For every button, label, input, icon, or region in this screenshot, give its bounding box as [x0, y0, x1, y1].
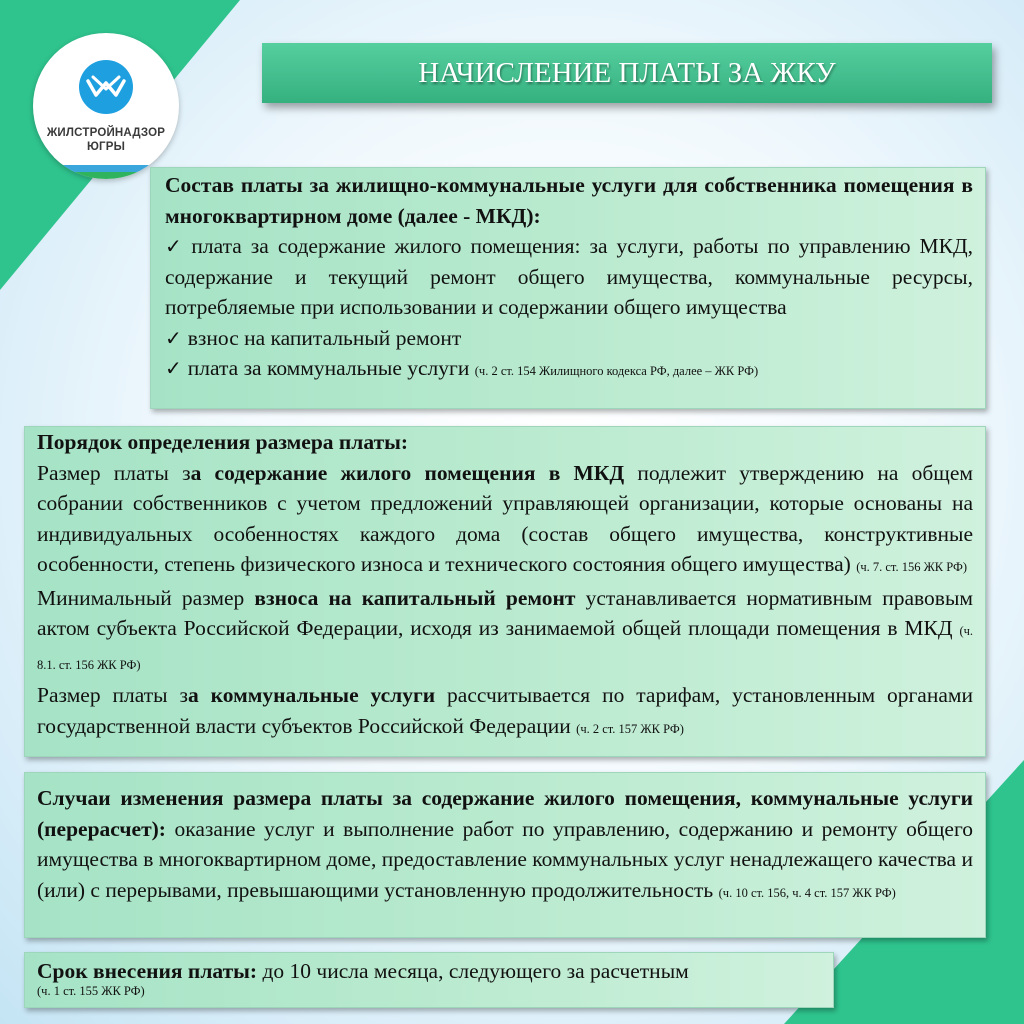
recalculation-text: Случаи изменения размера платы за содержание жилого помещения, коммунальные услуги (перерасчет): оказание услуг и выполнение работ по управлению, содержанию и ремонту общего имущества в многоквартирном доме, предоставление коммунальных услуг ненадлежащего качества и (или) с перерывами, превышающими установленную продолжительность (ч. 10 ст. 156, ч. 4 ст. 157 ЖК РФ) — [37, 786, 973, 902]
legal-reference: (ч. 8.1. ст. 156 ЖК РФ) — [37, 624, 974, 672]
procedure-heading: Порядок определения размера платы: — [37, 430, 409, 454]
logo-region: ЮГРЫ — [86, 141, 126, 153]
logo — [33, 33, 179, 179]
checkmark-icon: ✓ — [165, 356, 182, 380]
page-title: НАЧИСЛЕНИЕ ПЛАТЫ ЗА ЖКУ — [418, 56, 836, 89]
legal-reference: (ч. 2 ст. 157 ЖК РФ) — [576, 721, 684, 736]
composition-item: ✓ плата за коммунальные услуги (ч. 2 ст. 154 Жилищного кодекса РФ, далее – ЖК РФ) — [165, 356, 759, 380]
legal-reference: (ч. 2 ст. 154 Жилищного кодекса РФ, далее – ЖК РФ) — [474, 364, 759, 378]
legal-reference: (ч. 7. ст. 156 ЖК РФ) — [856, 560, 968, 574]
logo-flag-white — [33, 157, 179, 165]
logo-emblem-icon — [78, 59, 134, 115]
composition-item: ✓ взнос на капитальный ремонт — [165, 325, 462, 350]
composition-item: ✓ плата за содержание жилого помещения: за услуги, работы по управлению МКД, содержание и текущий ремонт общего имущества, коммунальные ресурсы, потребляемые при использовании и содержании общего имущества — [165, 234, 973, 319]
procedure-paragraph: Минимальный размер взноса на капитальный ремонт устанавливается нормативным правовым актом субъекта Российской Федерации, исходя из занимаемой общей площади помещения в МКД (ч. 8.1. ст. 156 ЖК РФ) — [37, 585, 974, 672]
composition-box — [150, 167, 986, 409]
legal-reference: (ч. 10 ст. 156, ч. 4 ст. 157 ЖК РФ) — [718, 885, 896, 900]
deadline-text: Срок внесения платы: до 10 числа месяца, следующего за расчетным — [37, 959, 689, 983]
legal-reference: (ч. 1 ст. 155 ЖК РФ) — [37, 984, 145, 998]
procedure-paragraph: Размер платы за содержание жилого помещения в МКД подлежит утверждению на общем собрании собственников с учетом предложений управляющей организации, которые основаны на индивидуальных особенностях каждого дома (состав общего имущества, конструктивные особенности, степень физического износа и технического состояния общего имущества) (ч. 7. ст. 156 ЖК РФ) — [37, 460, 973, 576]
checkmark-icon: ✓ — [165, 325, 182, 350]
recalculation-box — [24, 772, 986, 938]
procedure-box — [24, 426, 986, 757]
deadline-box — [24, 952, 834, 1008]
procedure-paragraph: Размер платы за коммунальные услуги рассчитывается по тарифам, установленным органами государственной власти субъектов Российской Федерации (ч. 2 ст. 157 ЖК РФ) — [37, 683, 973, 738]
logo-name: ЖИЛСТРОЙНАДЗОР — [46, 127, 166, 139]
checkmark-icon: ✓ — [165, 234, 186, 258]
title-bar — [262, 43, 992, 103]
composition-heading: Состав платы за жилищно-коммунальные услуги для собственника помещения в многоквартирном доме (далее - МКД): — [165, 173, 973, 228]
